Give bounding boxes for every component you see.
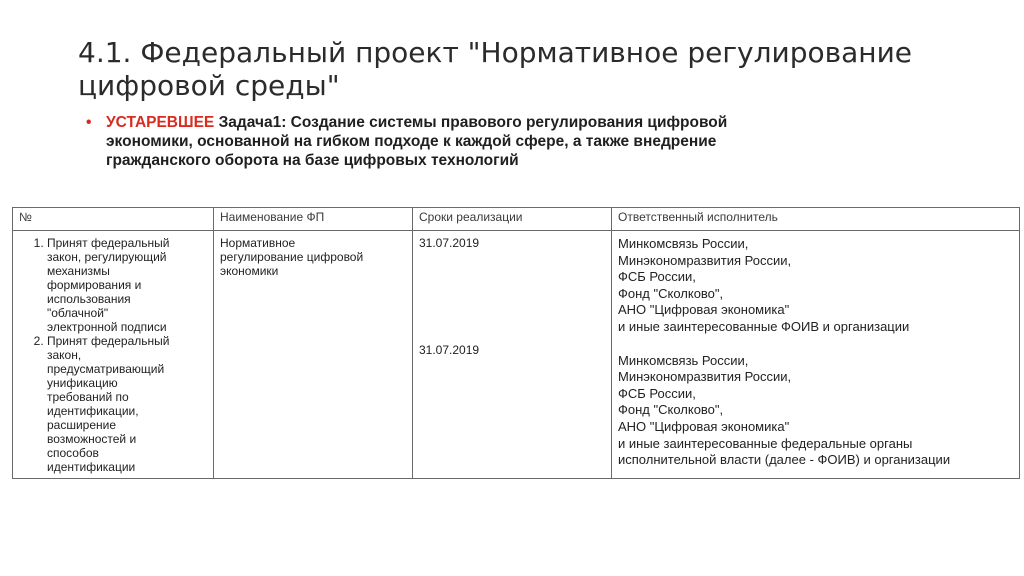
executor-line: Минэкономразвития России,: [618, 369, 792, 385]
executor-line: АНО "Цифровая экономика": [618, 418, 790, 434]
table-row: [13, 231, 1020, 479]
cell-items: [13, 231, 214, 479]
table-header-row: [13, 208, 1020, 231]
item-2-line: идентификации: [47, 460, 136, 474]
list-item-2: [47, 334, 207, 474]
item-1-line: электронной подписи: [47, 320, 167, 334]
item-1-line: "облачной": [47, 306, 109, 320]
item-1-line: закон, регулирующий: [47, 250, 167, 264]
task-text-line-3: гражданского оборота на базе цифровых технологий: [106, 152, 519, 169]
fp-name-line: Нормативное: [220, 236, 296, 250]
item-1-line: 1. Принят федеральный: [47, 236, 170, 250]
header-fp-name: Наименование ФП: [214, 208, 413, 231]
executor-group-1: [618, 236, 1013, 336]
cell-fp-name: [214, 231, 413, 479]
item-1-line: использования: [47, 292, 131, 306]
deadline-2: 31.07.2019: [419, 343, 480, 357]
item-2-line: возможностей и: [47, 432, 137, 446]
item-2-line: 2. Принят федеральный: [47, 334, 170, 348]
deadline-1: 31.07.2019: [419, 236, 480, 250]
task-text-line-2: экономики, основанной на гибком подходе к каждой сфере, а также внедрение: [106, 133, 717, 150]
executor-line: Минкомсвязь России,: [618, 352, 749, 368]
executor-line: исполнительной власти (далее - ФОИВ) и организации: [618, 452, 951, 468]
item-2-line: предусматривающий: [47, 362, 165, 376]
task-bullet-paragraph: [86, 113, 952, 170]
header-executor: Ответственный исполнитель: [612, 208, 1020, 231]
task-text-line-1: Задача1: Создание системы правового регулирования цифровой: [214, 114, 728, 131]
executor-line: Фонд "Сколково",: [618, 402, 724, 418]
cell-deadlines: [413, 231, 612, 479]
header-number: №: [13, 208, 214, 231]
header-deadlines: Сроки реализации: [413, 208, 612, 231]
executor-line: ФСБ России,: [618, 385, 696, 401]
executor-line: АНО "Цифровая экономика": [618, 302, 790, 318]
item-2-line: расширение: [47, 418, 117, 432]
item-1-line: формирования и: [47, 278, 142, 292]
federal-project-table: [12, 207, 1020, 479]
executor-line: ФСБ России,: [618, 269, 696, 285]
slide-title-line-2: цифровой среды": [78, 69, 340, 102]
executor-line: Фонд "Сколково",: [618, 285, 724, 301]
executor-group-2: [618, 353, 1013, 469]
slide-title: [78, 36, 978, 102]
executor-line: и иные заинтересованные федеральные органы: [618, 435, 913, 451]
items-list: [19, 236, 207, 474]
executor-line: Минкомсвязь России,: [618, 236, 749, 251]
item-2-line: требований по: [47, 390, 129, 404]
item-1-line: механизмы: [47, 264, 110, 278]
list-item-1: [47, 236, 207, 334]
slide-title-line-1: 4.1. Федеральный проект "Нормативное регулирование: [78, 36, 913, 69]
fp-name-line: экономики: [220, 264, 279, 278]
item-2-line: закон,: [47, 348, 82, 362]
executor-line: Минэкономразвития России,: [618, 252, 792, 268]
item-2-line: способов: [47, 446, 99, 460]
executor-line: и иные заинтересованные ФОИВ и организации: [618, 318, 910, 334]
outdated-label: УСТАРЕВШЕЕ: [106, 114, 215, 131]
cell-executors: [612, 231, 1020, 479]
item-2-line: идентификации,: [47, 404, 139, 418]
item-2-line: унификацию: [47, 376, 118, 390]
bullet-marker: •: [86, 114, 92, 131]
fp-name-line: регулирование цифровой: [220, 250, 364, 264]
